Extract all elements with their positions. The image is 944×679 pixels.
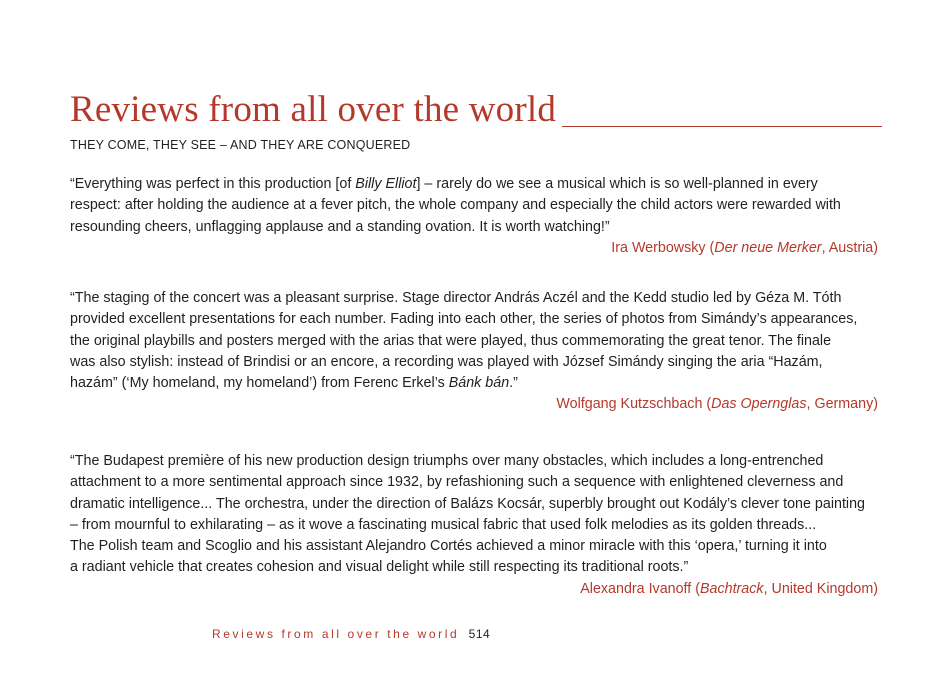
quote-line: “Everything was perfect in this production [of Billy Elliot] – rarely do we see a musical which is so well-planned in every — [70, 176, 818, 192]
quote-line: a radiant vehicle that creates cohesion and visual delight while still respecting its traditional roots.” — [70, 559, 689, 576]
page-title: Reviews from all over the world — [70, 89, 557, 130]
reviewer-name: Wolfgang Kutzschbach ( — [556, 396, 712, 413]
quote-line: was also stylish: instead of Brindisi or an encore, a recording was played with József Simándy singing the aria “Hazám, — [70, 353, 823, 370]
title-rule — [562, 126, 882, 127]
title-row — [70, 88, 882, 132]
review-quote — [70, 174, 878, 238]
publication-country: , United Kingdom) — [763, 580, 878, 597]
quote-line: – from mournful to exhilarating – as it wove a fascinating musical fabric that used folk melodies as its golden threads... — [70, 516, 817, 533]
review-attribution — [70, 394, 878, 415]
work-title: Bánk bán — [448, 375, 510, 392]
page-subtitle: THEY COME, THEY SEE – AND THEY ARE CONQUERED — [70, 138, 411, 152]
page-number: 514 — [468, 627, 491, 641]
review-quote — [70, 288, 878, 394]
quote-line: hazám” (‘My homeland, my homeland’) from Ferenc Erkel’s Bánk bán.” — [70, 375, 518, 392]
review-quote — [70, 451, 878, 579]
quote-line: resounding cheers, unflagging applause and a standing ovation. It is worth watching!” — [70, 218, 610, 235]
quote-line: “The Budapest première of his new production design triumphs over many obstacles, which includes a long-entrenched — [70, 453, 824, 469]
page-footer — [212, 627, 490, 641]
review-3 — [70, 451, 878, 600]
quote-line: dramatic intelligence... The orchestra, under the direction of Balázs Kocsár, superbly brought out Kodály’s clever tone painting — [70, 495, 865, 512]
review-attribution — [70, 238, 878, 259]
quote-line: the original playbills and posters merged with the arias that were played, thus commemorating the great tenor. The finale — [70, 332, 832, 349]
quote-line: The Polish team and Scoglio and his assistant Alejandro Cortés achieved a minor miracle with this ‘opera,’ turning it into — [70, 538, 827, 555]
quote-line: respect: after holding the audience at a fever pitch, the whole company and especially the child actors were rewarded with — [70, 197, 841, 214]
reviewer-name: Ira Werbowsky ( — [611, 239, 715, 256]
publication-name: Der neue Merker — [714, 239, 822, 256]
quote-line: provided excellent presentations for each number. Fading into each other, the series of photos from Simándy’s appearances, — [70, 311, 858, 328]
publication-name: Das Opernglas — [711, 396, 807, 413]
quote-line: attachment to a more sentimental approach since 1932, by refashioning such a sequence with enlightened cleverness and — [70, 474, 844, 491]
publication-country: , Austria) — [821, 239, 878, 256]
work-title: Billy Elliot — [355, 176, 417, 192]
review-1 — [70, 174, 878, 259]
publication-name: Bachtrack — [699, 580, 764, 597]
reviewer-name: Alexandra Ivanoff ( — [580, 580, 700, 597]
review-2 — [70, 288, 878, 416]
publication-country: , Germany) — [806, 396, 878, 413]
quote-line: “The staging of the concert was a pleasant surprise. Stage director András Aczél and the Kedd studio led by Géza M. Tóth — [70, 290, 842, 306]
review-attribution — [70, 579, 878, 600]
running-footer-title: Reviews from all over the world — [212, 627, 460, 641]
